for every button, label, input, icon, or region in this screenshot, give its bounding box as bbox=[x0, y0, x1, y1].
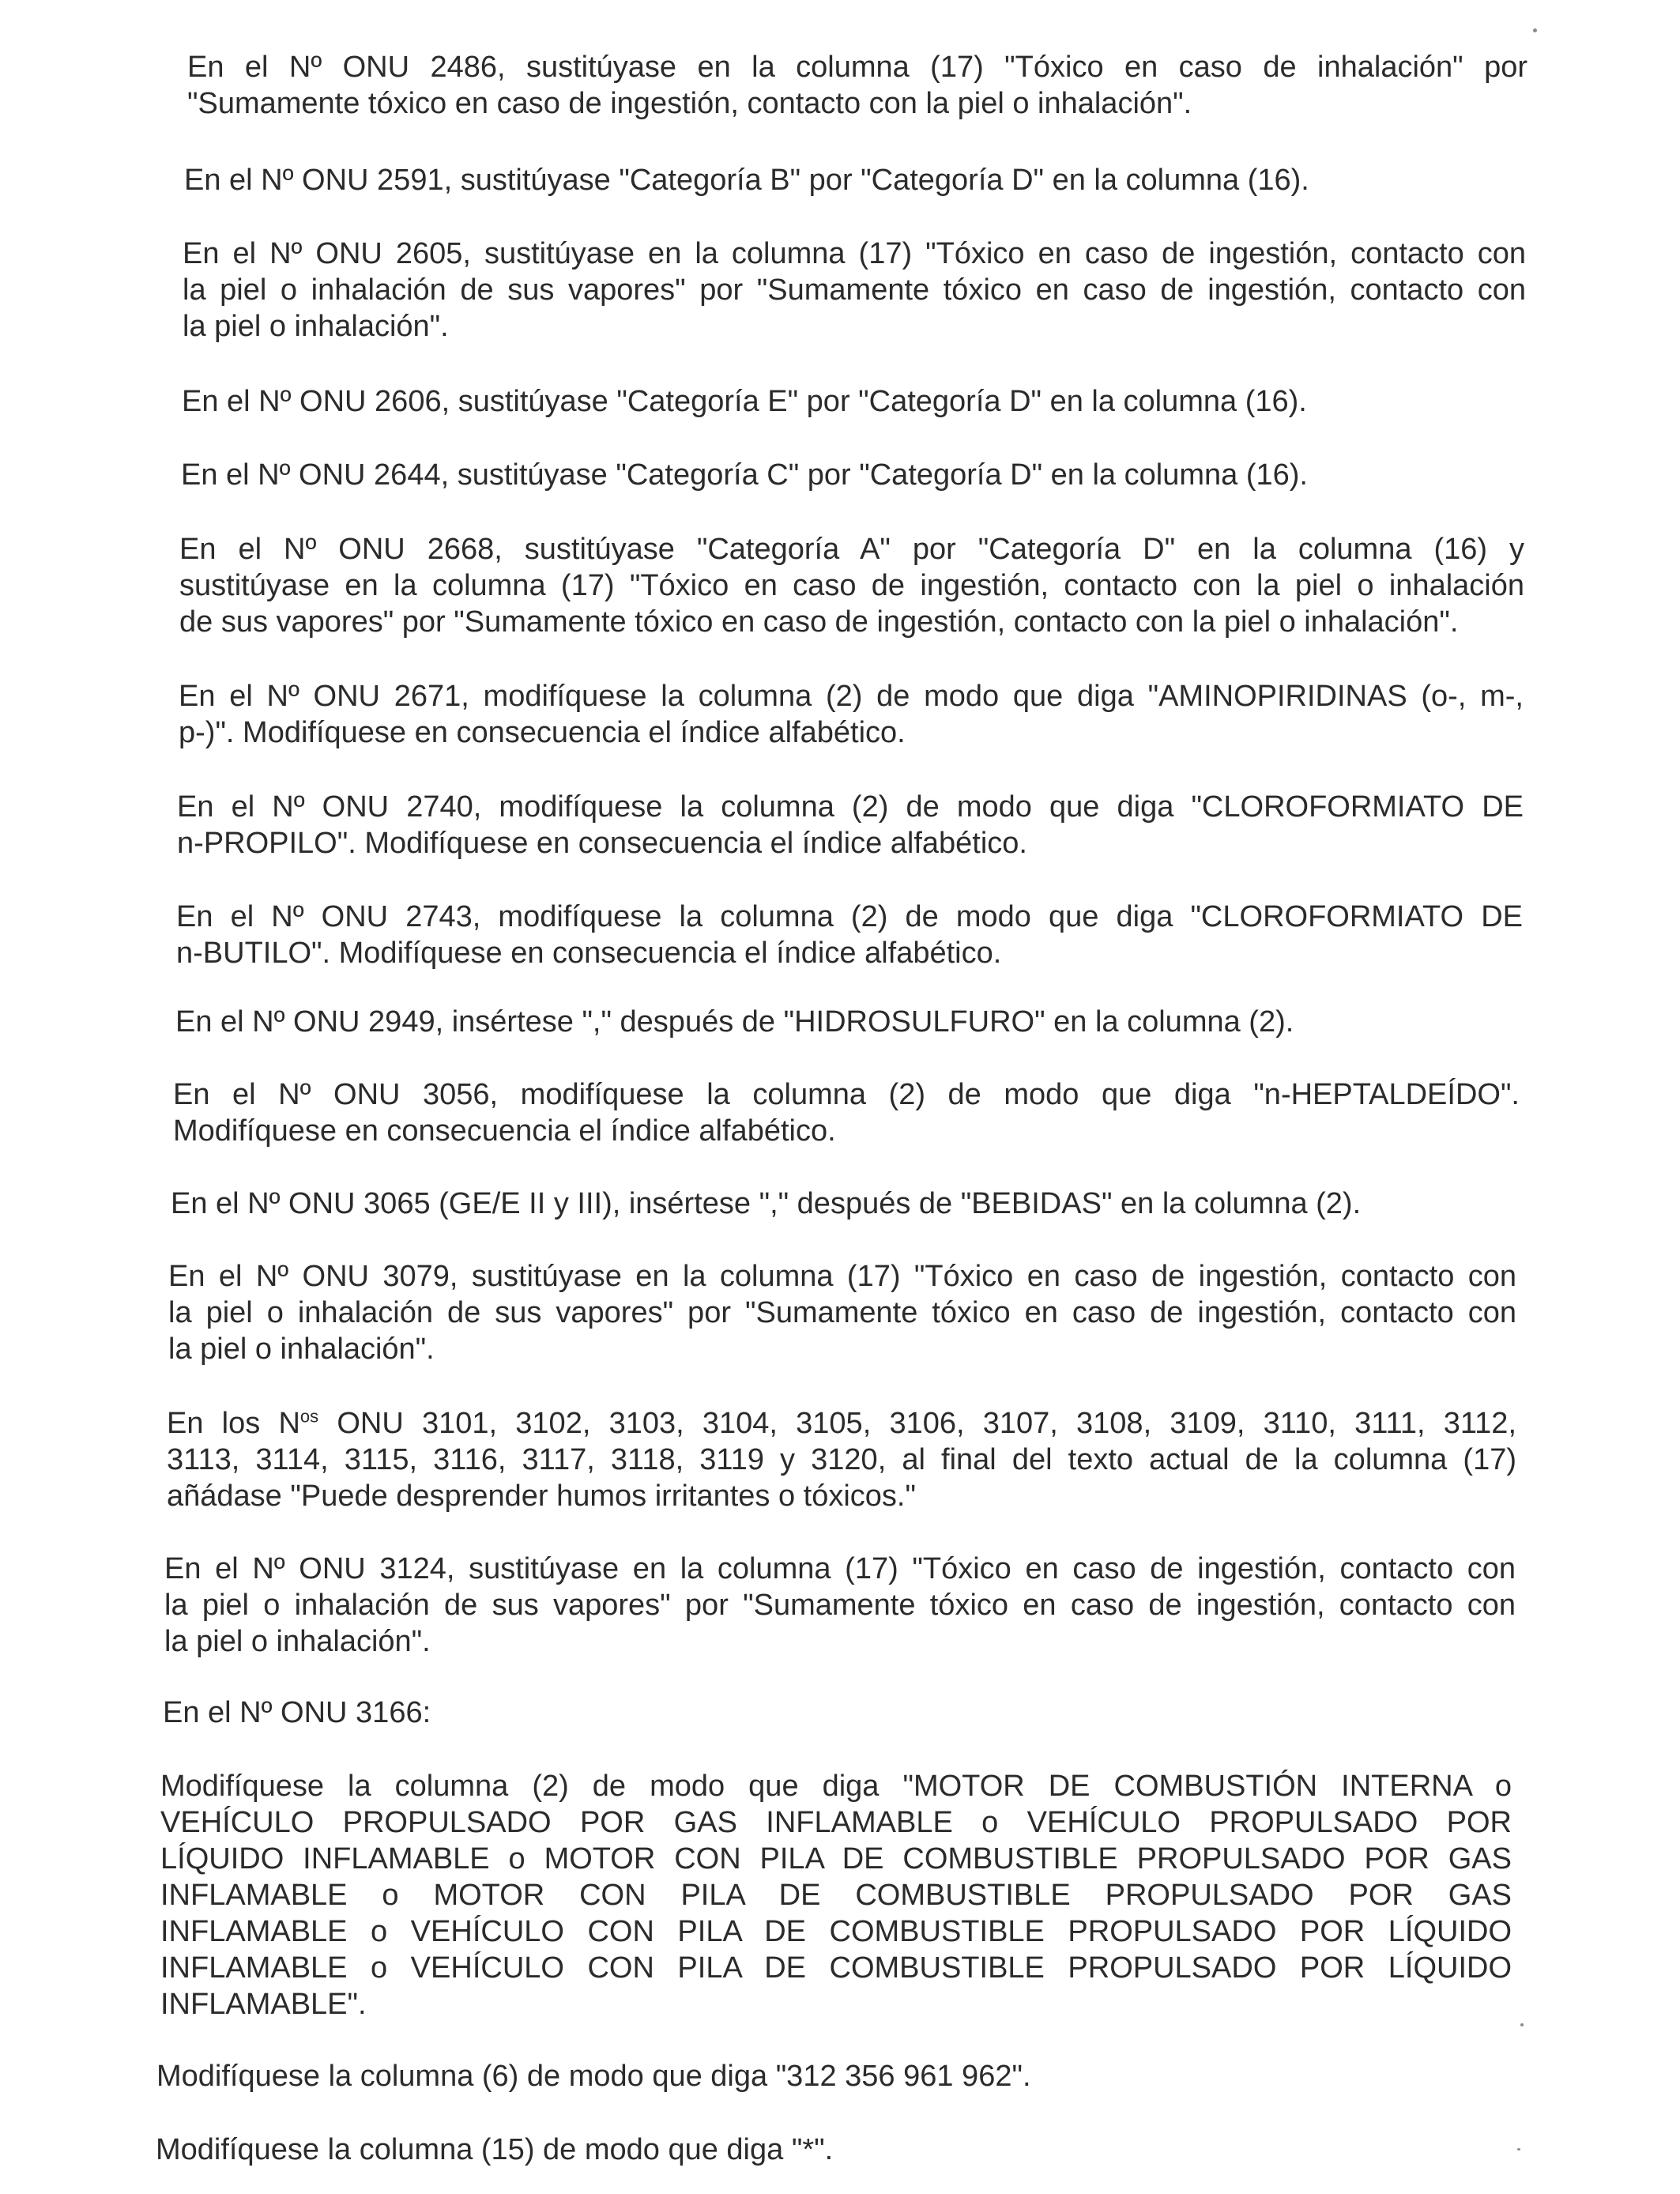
text-line: la piel o inhalación". bbox=[183, 310, 449, 343]
paragraph-onu-3166-column-2 bbox=[160, 1768, 1512, 2022]
text-line: n-PROPILO". Modifíquese en consecuencia el índice alfabético. bbox=[177, 827, 1027, 860]
paragraph-onu-3166-heading bbox=[163, 1695, 1514, 1731]
text-run: En los N bbox=[167, 1407, 300, 1440]
text-line: n-BUTILO". Modifíquese en consecuencia el índice alfabético. bbox=[176, 937, 1002, 970]
paragraph-onu-3166-column-15 bbox=[156, 2132, 1507, 2168]
text-line: En el Nº ONU 3079, sustitúyase en la columna (17) "Tóxico en caso de ingestión, contacto con bbox=[168, 1260, 1516, 1293]
paragraph-onu-3124 bbox=[164, 1551, 1516, 1660]
text-line: En el Nº ONU 3124, sustitúyase en la columna (17) "Tóxico en caso de ingestión, contacto con bbox=[164, 1552, 1516, 1585]
paragraph-onu-2644 bbox=[181, 457, 1524, 493]
paragraph-onu-3079 bbox=[168, 1258, 1516, 1367]
paragraph-onu-3101-3120 bbox=[167, 1405, 1516, 1514]
text-line: de sus vapores" por "Sumamente tóxico en caso de ingestión, contacto con la piel o inhalación". bbox=[179, 605, 1459, 639]
text-line: "Sumamente tóxico en caso de ingestión, contacto con la piel o inhalación". bbox=[187, 87, 1192, 120]
scan-speck bbox=[1520, 2023, 1524, 2026]
text-line: En el Nº ONU 3065 (GE/E II y III), insértese "," después de "BEBIDAS" en la columna (2). bbox=[171, 1187, 1362, 1220]
text-line: p-)". Modifíquese en consecuencia el índice alfabético. bbox=[179, 716, 906, 749]
paragraph-onu-3166-column-6 bbox=[156, 2058, 1508, 2094]
text-line: VEHÍCULO PROPULSADO POR GAS INFLAMABLE o VEHÍCULO PROPULSADO POR bbox=[160, 1806, 1512, 1839]
paragraph-onu-2486 bbox=[187, 49, 1527, 122]
text-line: la piel o inhalación". bbox=[168, 1333, 435, 1366]
paragraph-onu-2740 bbox=[177, 789, 1524, 861]
text-line: En el Nº ONU 3056, modifíquese la columna (2) de modo que diga "n-HEPTALDEÍDO". bbox=[173, 1078, 1520, 1111]
text-line: la piel o inhalación de sus vapores" por "Sumamente tóxico en caso de ingestión, contacto con bbox=[183, 273, 1526, 307]
text-line: INFLAMABLE". bbox=[160, 1988, 367, 2021]
text-line: Modifíquese la columna (15) de modo que diga "*". bbox=[156, 2133, 834, 2166]
text-line: En el Nº ONU 2740, modifíquese la columna (2) de modo que diga "CLOROFORMIATO DE bbox=[177, 790, 1524, 824]
text-line: la piel o inhalación". bbox=[164, 1625, 431, 1658]
scan-speck bbox=[1517, 2148, 1520, 2151]
text-line: INFLAMABLE o VEHÍCULO CON PILA DE COMBUSTIBLE PROPULSADO POR LÍQUIDO bbox=[160, 1951, 1512, 1985]
paragraph-onu-3056 bbox=[173, 1076, 1520, 1149]
text-line: Modifíquese en consecuencia el índice alfabético. bbox=[173, 1114, 836, 1148]
text-line: En el Nº ONU 2486, sustitúyase en la columna (17) "Tóxico en caso de inhalación" por bbox=[187, 51, 1527, 84]
paragraph-onu-2591 bbox=[184, 162, 1527, 198]
text-line: 3113, 3114, 3115, 3116, 3117, 3118, 3119 y 3120, al final del texto actual de la columna (17) bbox=[167, 1443, 1516, 1476]
paragraph-onu-2743 bbox=[176, 899, 1523, 971]
text-line: En el Nº ONU 2591, sustitúyase "Categoría B" por "Categoría D" en la columna (16). bbox=[184, 164, 1309, 197]
paragraph-onu-3065 bbox=[171, 1186, 1519, 1222]
paragraph-onu-2671 bbox=[179, 678, 1524, 751]
text-line: Modifíquese la columna (2) de modo que diga "MOTOR DE COMBUSTIÓN INTERNA o bbox=[160, 1770, 1512, 1803]
text-line: En el Nº ONU 2743, modifíquese la columna (2) de modo que diga "CLOROFORMIATO DE bbox=[176, 900, 1523, 933]
text-line: sustitúyase en la columna (17) "Tóxico en caso de ingestión, contacto con la piel o inhalación bbox=[179, 569, 1524, 602]
text-line: En el Nº ONU 2949, insértese "," después de "HIDROSULFURO" en la columna (2). bbox=[175, 1005, 1294, 1039]
text-line: En el Nº ONU 2606, sustitúyase "Categoría E" por "Categoría D" en la columna (16). bbox=[182, 385, 1307, 418]
text-line: INFLAMABLE o VEHÍCULO CON PILA DE COMBUSTIBLE PROPULSADO POR LÍQUIDO bbox=[160, 1915, 1512, 1948]
paragraph-onu-2606 bbox=[182, 383, 1525, 420]
paragraph-onu-2605 bbox=[183, 236, 1526, 345]
text-line: Modifíquese la columna (6) de modo que diga "312 356 961 962". bbox=[156, 2060, 1031, 2093]
text-line: En el Nº ONU 2671, modifíquese la columna (2) de modo que diga "AMINOPIRIDINAS (o-, m-, bbox=[179, 680, 1524, 713]
text-line: En el Nº ONU 2644, sustitúyase "Categoría C" por "Categoría D" en la columna (16). bbox=[181, 458, 1308, 492]
paragraph-onu-2949 bbox=[175, 1004, 1522, 1040]
scan-speck bbox=[1533, 28, 1537, 32]
text-run: ONU 3101, 3102, 3103, 3104, 3105, 3106, 3107, 3108, 3109, 3110, 3111, 3112, bbox=[337, 1407, 1517, 1440]
text-line bbox=[167, 1405, 1516, 1442]
paragraph-onu-2668 bbox=[179, 531, 1524, 640]
text-line: En el Nº ONU 3166: bbox=[163, 1696, 431, 1729]
text-line: En el Nº ONU 2668, sustitúyase "Categoría A" por "Categoría D" en la columna (16) y bbox=[179, 533, 1524, 566]
text-line: añádase "Puede desprender humos irritantes o tóxicos." bbox=[167, 1480, 916, 1513]
text-line: la piel o inhalación de sus vapores" por "Sumamente tóxico en caso de ingestión, contacto con bbox=[168, 1296, 1516, 1329]
text-line: INFLAMABLE o MOTOR CON PILA DE COMBUSTIBLE PROPULSADO POR GAS bbox=[160, 1879, 1512, 1912]
text-line: LÍQUIDO INFLAMABLE o MOTOR CON PILA DE COMBUSTIBLE PROPULSADO POR GAS bbox=[160, 1842, 1512, 1875]
text-line: la piel o inhalación de sus vapores" por "Sumamente tóxico en caso de ingestión, contacto con bbox=[164, 1589, 1516, 1622]
superscript: os bbox=[299, 1406, 319, 1427]
text-line: En el Nº ONU 2605, sustitúyase en la columna (17) "Tóxico en caso de ingestión, contacto con bbox=[183, 237, 1526, 270]
